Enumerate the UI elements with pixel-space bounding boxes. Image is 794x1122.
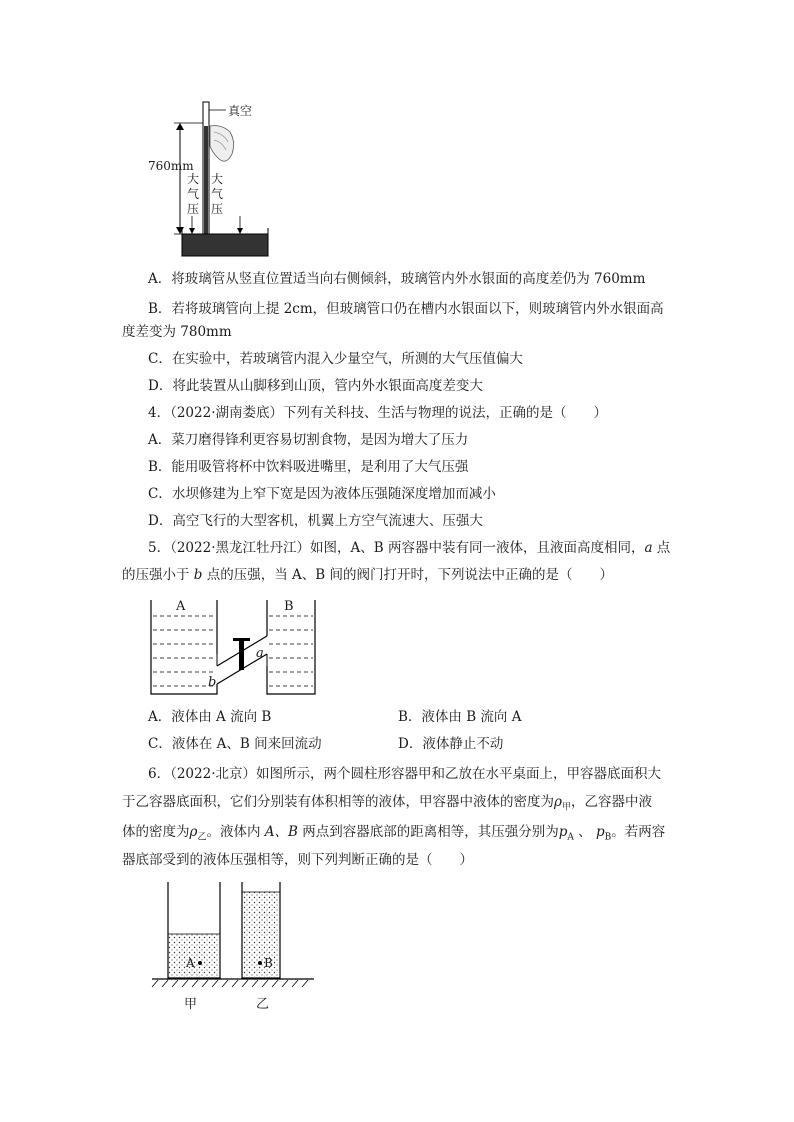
q6-stem-line2: 于乙容器底面积，它们分别装有体积相等的液体，甲容器中液体的密度为$\rho_甲$，乙容器中液	[122, 794, 652, 813]
q5-option-c: C．液体在 A、B 间来回流动	[148, 736, 322, 752]
atm-label-right: 大 气 压	[210, 172, 223, 216]
vessel-label-a: A	[176, 599, 186, 614]
q5-option-d: D．液体静止不动	[398, 736, 504, 752]
q4-option-a: A．菜刀磨得锋利更容易切割食物，是因为增大了压力	[148, 432, 469, 448]
container-label-jia: 甲	[184, 997, 198, 1012]
q6-stem-line1: 6．（2022·北京）如图所示，两个圆柱形容器甲和乙放在水平桌面上，甲容器底面积大	[148, 766, 661, 782]
atm-label-left: 大 气 压	[186, 172, 199, 216]
q4-option-b: B．能用吸管将杯中饮料吸进嘴里，是利用了大气压强	[148, 459, 469, 475]
vacuum-label: 真空	[228, 104, 253, 118]
q4-option-d: D．高空飞行的大型客机，机翼上方空气流速大、压强大	[148, 513, 483, 529]
vessel-label-b: B	[284, 599, 294, 614]
height-760mm-label: 760mm	[148, 159, 194, 173]
connected-vessels-figure	[145, 596, 325, 696]
q4-option-c: C．水坝修建为上窄下宽是因为液体压强随深度增加而减小	[148, 486, 496, 502]
q3-option-c: C．在实验中，若玻璃管内混入少量空气，所测的大气压值偏大	[148, 351, 523, 367]
container-label-yi: 乙	[256, 997, 270, 1012]
q5-stem-line2: 的压强小于 b 点的压强，当 A、B 间的阀门打开时，下列说法中正确的是（ ）	[122, 567, 613, 583]
q3-option-b-line1: B．若将玻璃管向上提 2cm，但玻璃管口仍在槽内水银面以下，则玻璃管内外水银面高	[148, 301, 664, 317]
point-label-b: b	[208, 675, 217, 690]
q3-option-b-line2: 度差变为 780mm	[122, 324, 232, 340]
q6-stem-line4: 器底部受到的液体压强相等，则下列判断正确的是（ ）	[122, 852, 473, 868]
point-b-label: B	[264, 956, 273, 970]
q3-option-d: D．将此装置从山脚移到山顶，管内外水银面高度差变大	[148, 378, 483, 394]
q5-stem-line1: 5．（2022·黑龙江牡丹江）如图，A、B 两容器中装有同一液体，且液面高度相同，a 点	[148, 540, 671, 556]
point-label-a: a	[256, 646, 264, 661]
point-a-label: A	[186, 956, 195, 970]
q5-option-b: B．液体由 B 流向 A	[398, 709, 522, 725]
q5-option-a: A．液体由 A 流向 B	[148, 709, 272, 725]
two-cylinders-figure	[148, 876, 318, 988]
q6-stem-line3: 体的密度为$\rho_乙$。液体内 A、B 两点到容器底部的距离相等，其压强分别为$p_A$ 、 $p_B$。若两容	[122, 824, 666, 843]
q4-stem: 4．（2022·湖南娄底）下列有关科技、生活与物理的说法，正确的是（ ）	[148, 405, 607, 421]
q3-option-a: A．将玻璃管从竖直位置适当向右侧倾斜，玻璃管内外水银面的高度差仍为 760mm	[148, 271, 646, 287]
